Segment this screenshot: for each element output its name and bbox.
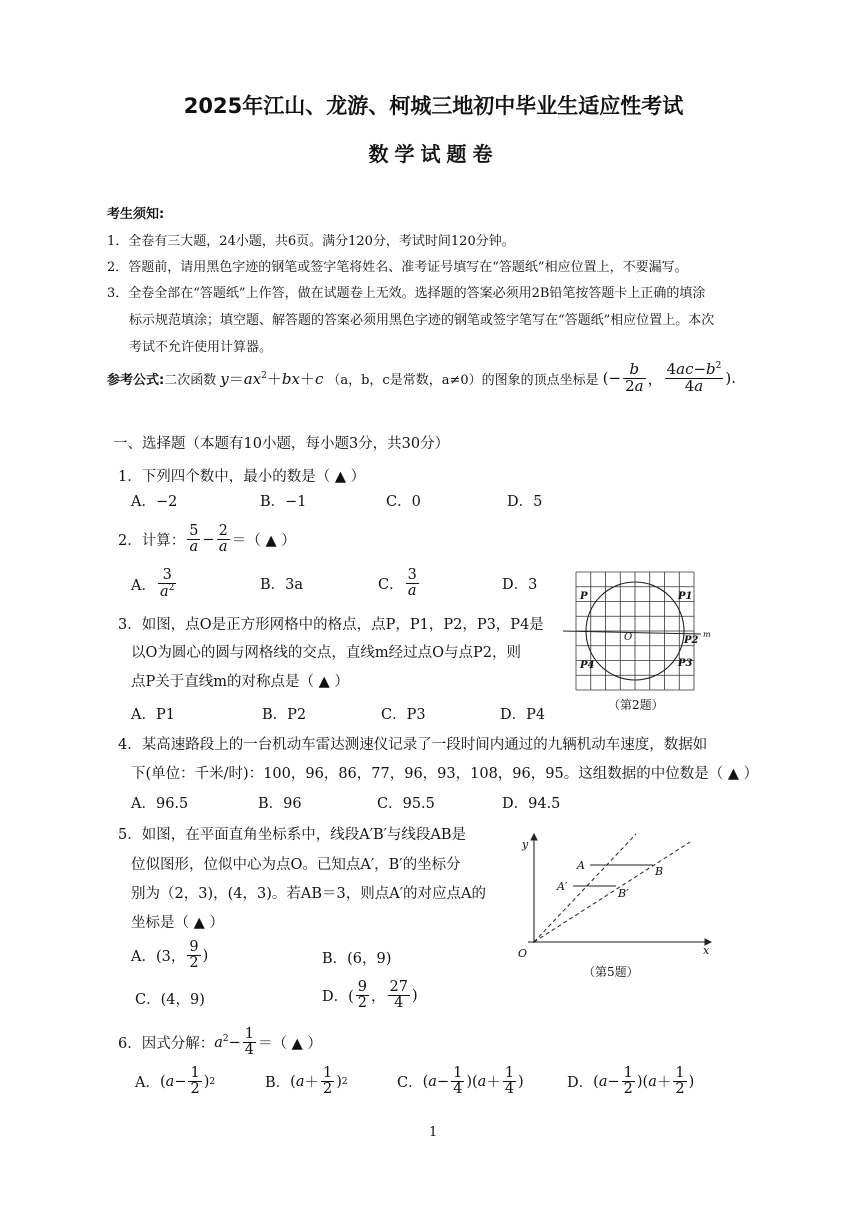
q4-line-1: 4．某高速路段上的一台机动车雷达测速仪记录了一段时间内通过的九辆机动车速度，数据如 [118,737,708,753]
label-P2: P2 [684,635,699,646]
q4-option-d: D．94.5 [502,796,561,812]
formula-text: 二次函数 [164,372,217,388]
label-P: P [580,591,588,602]
q5-line-1: 5．如图，在平面直角坐标系中，线段A′B′与线段AB是 [118,827,467,843]
q2-option-a: A． $\frac{3}{a^2}$ [131,567,175,601]
q5-option-a: A．(3， $\frac{9}{2}$ ) [131,939,209,972]
q4-option-c: C．95.5 [377,796,435,812]
q2-fraction-2: $\frac{2}{a}$ [218,523,228,556]
q4-line-2: 下(单位：千米/时)：100，96，86，77，96，93，108，96，95。这组数据的中位数是（ ▲ ） [131,766,759,782]
q1-option-d: D．5 [507,494,543,510]
notice-item-1: 1．全卷有三大题，24小题，共6页。满分120分，考试时间120分钟。 [107,234,515,249]
q6-option-d-label: D． [567,1075,594,1092]
label-y: y [522,838,529,851]
label-B-prime: B′ [618,887,629,900]
label-P1: P1 [678,591,693,602]
q5-line-2: 位似图形，位似中心为点O。已知点A′，B′的坐标分 [131,857,461,873]
q6-option-a: A． ( a − $\frac{1}{2}$ ) 2 [135,1065,216,1098]
q2-option-c: C． $\frac{3}{a}$ [378,567,417,600]
quadratic-expression: $y=ax^2+bx+c$ [220,369,324,388]
label-A: A [577,859,585,872]
q6-option-b: B． ( a ＋ $\frac{1}{2}$ ) 2 [265,1065,348,1098]
label-O: O [624,632,633,643]
notice-item-3-end: 考试不允许使用计算器。 [129,340,273,355]
label-m: m [703,630,711,639]
q5-option-b: B．(6，9) [322,951,392,967]
notice-item-3: 3．全卷全部在“答题纸”上作答，做在试题卷上无效。选择题的答案必须用2B铅笔按答题卡上正确的填涂 [107,286,706,301]
q1-option-b: B．−1 [260,494,307,510]
q1-option-a: A．−2 [131,494,178,510]
q5-option-d: D．( $\frac{9}{2}$ ， $\frac{27}{4}$ ) [322,979,418,1012]
exam-subtitle: 数学试题卷 [368,142,499,166]
q2-option-c-label: C． [378,577,404,594]
q5-option-c: C．(4，9) [135,992,205,1008]
label-P4: P4 [580,660,595,671]
notice-heading: 考生须知: [107,207,165,222]
q2-option-a-label: A． [131,577,156,594]
q6-stem: 6．因式分解： [118,1036,215,1053]
q2-option-b: B．3a [260,577,304,593]
label-O: O [518,947,528,960]
notice-item-2: 2．答题前，请用黑色字迹的钢笔或签字笔将姓名、准考证号填写在“答题纸”相应位置上，不要漏写。 [107,260,688,275]
q4-option-a: A．96.5 [131,796,189,812]
grid-lines [576,572,694,690]
q6-option-c-label: C． [397,1075,423,1092]
q5-line-3: 别为（2，3)，(4，3)。若AB＝3，则点A′的对应点A的 [131,886,486,902]
q3-line-3: 点P关于直线m的对称点是（ ▲ ） [131,674,349,690]
q2-stem-row: 2．计算： $\frac{5}{a}$ − $\frac{2}{a}$ ＝（ ▲ ） [118,523,296,556]
q2-figure-caption: （第2题） [608,698,664,712]
q5-option-a-label: A．(3， [131,949,186,966]
label-B: B [655,865,664,878]
exam-title: 2025年江山、龙游、柯城三地初中毕业生适应性考试 [183,94,684,118]
q2-option-d: D．3 [502,577,538,593]
q2-tail: ＝（ ▲ ） [231,533,296,550]
formula-label: 参考公式: [107,372,165,388]
q3-option-a: A．P1 [131,707,175,723]
q6-stem-row: 6．因式分解： $a^2-$ $\frac{1}{4}$ ＝（ ▲ ） [118,1026,322,1059]
q5-figure-caption: （第5题） [583,965,639,979]
q6-option-a-label: A． [135,1075,160,1092]
section-heading: 一、选择题（本题有10小题，每小题3分，共30分） [113,436,450,452]
page-number: 1 [429,1125,438,1140]
q3-option-d: D．P4 [500,707,546,723]
q1-stem: 1．下列四个数中，最小的数是（ ▲ ） [118,469,366,485]
q6-option-d: D． ( a − $\frac{1}{2}$ )( a ＋ $\frac{1}{2}$ ) [567,1065,695,1098]
q6-option-c: C． ( a − $\frac{1}{4}$ )( a ＋ $\frac{1}{4}$ ) [397,1065,524,1098]
q6-option-b-label: B． [265,1075,291,1092]
q3-option-b: B．P2 [262,707,307,723]
q3-option-c: C．P3 [381,707,426,723]
notice-item-3-cont: 标示规范填涂；填空题、解答题的答案必须用黑色字迹的钢笔或签字笔写在“答题纸”相应位置上。本次 [129,313,715,328]
similar-segments-figure [512,828,717,963]
label-A-prime: A′ [557,880,568,893]
vertex-formula: (− $\frac{b}{2a}$ ， $\frac{4ac-b^2}{4a}$ ). [602,360,737,395]
q3-line-1: 3．如图，点O是正方形网格中的格点，点P，P1，P2，P3，P4是 [118,617,544,633]
q2-fraction-1: $\frac{5}{a}$ [189,523,199,556]
label-P3: P3 [678,658,693,669]
q4-option-b: B．96 [258,796,302,812]
q5-line-4: 坐标是（ ▲ ） [131,915,224,931]
q1-option-c: C．0 [386,494,421,510]
q2-stem: 2．计算： [118,533,186,550]
q5-option-d-label: D．( [322,989,354,1006]
formula-text-2: （a，b，c是常数，a≠0）的图象的顶点坐标是 [327,372,599,388]
reference-formula [107,362,736,395]
q6-tail: ＝（ ▲ ） [258,1036,322,1053]
q3-line-2: 以O为圆心的圆与网格线的交点，直线m经过点O与点P2，则 [131,645,522,661]
label-x: x [703,944,710,957]
